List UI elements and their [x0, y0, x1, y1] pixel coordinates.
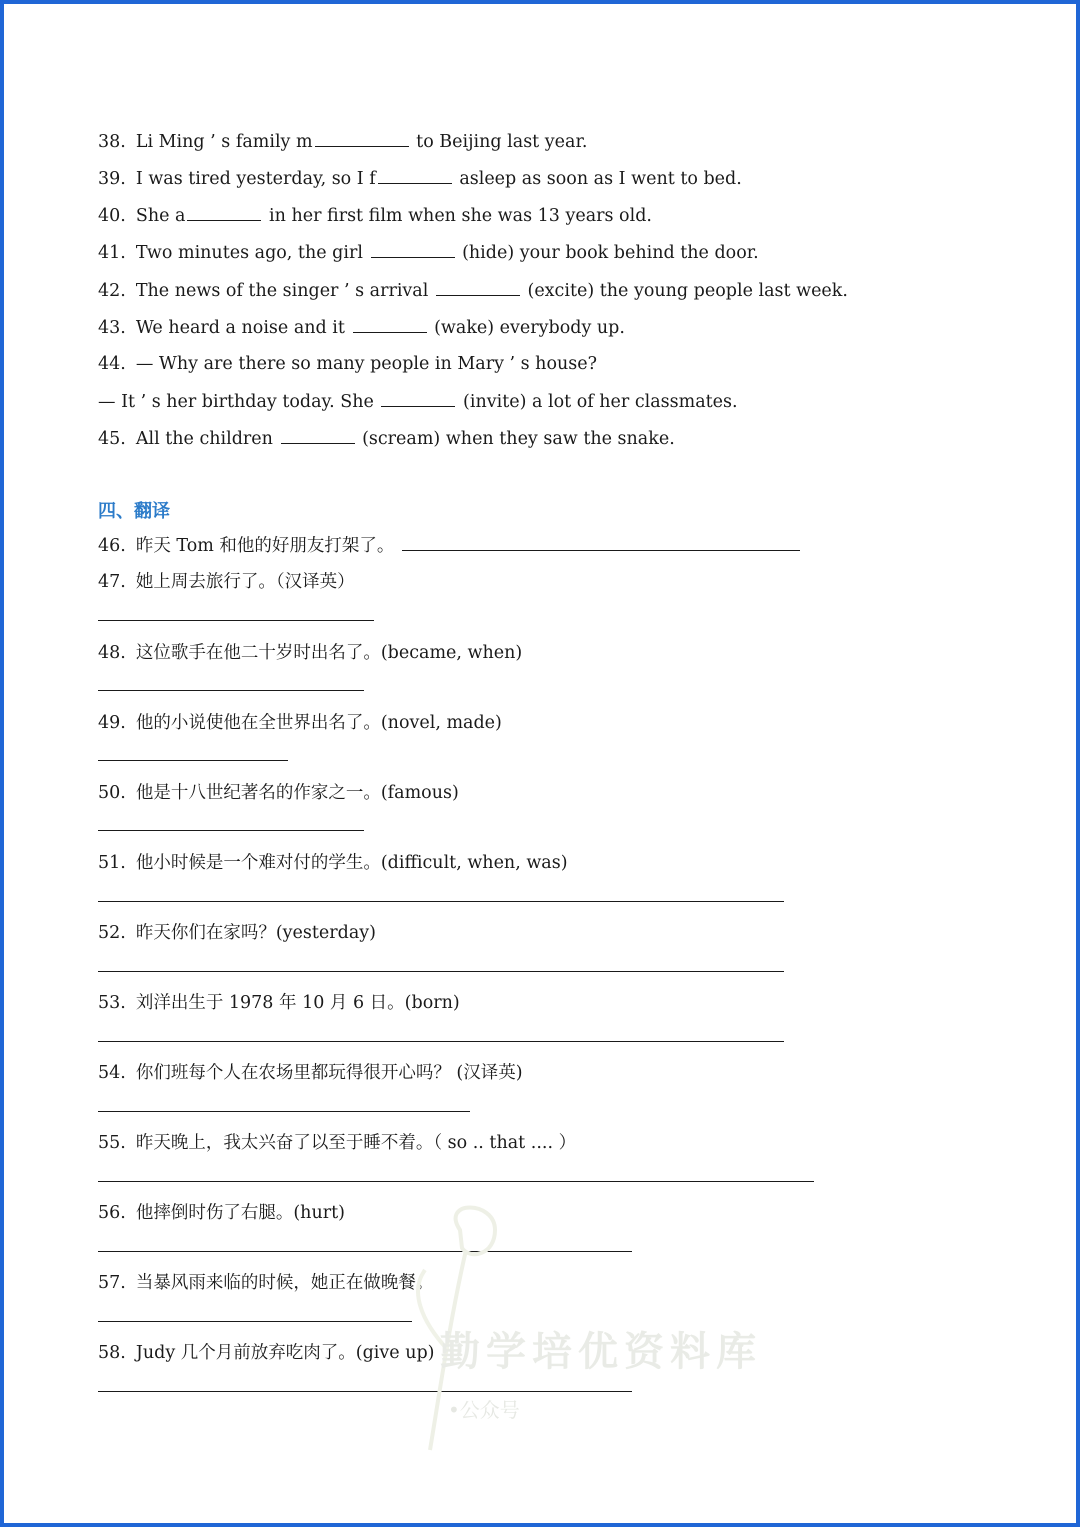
answer-line[interactable] [98, 690, 364, 691]
watermark-subtitle: •公众号 [448, 1398, 520, 1422]
answer-blank[interactable] [371, 241, 455, 258]
question-40: 40. She a in her first film when she was 13 years old. [98, 206, 652, 226]
watermark-title: 勤学培优资料库 [440, 1329, 762, 1375]
section-title: 四、翻译 [98, 501, 170, 522]
answer-line[interactable] [98, 1391, 632, 1392]
question-52: 52. 昨天你们在家吗？(yesterday) [98, 923, 376, 943]
answer-line[interactable] [98, 901, 784, 902]
answer-blank[interactable] [315, 130, 409, 147]
answer-blank[interactable] [281, 427, 355, 444]
question-47: 47. 她上周去旅行了。（汉译英） [98, 572, 355, 592]
answer-line[interactable] [98, 1041, 784, 1042]
question-50: 50. 他是十八世纪著名的作家之一。(famous) [98, 783, 459, 803]
question-44-reply: — It ’ s her birthday today. She (invite) a lot of her classmates. [98, 392, 738, 412]
answer-blank[interactable] [381, 390, 455, 407]
question-49: 49. 他的小说使他在全世界出名了。(novel, made) [98, 713, 502, 733]
question-43: 43. We heard a noise and it (wake) everybody up. [98, 318, 625, 338]
question-58: 58. Judy 几个月前放弃吃肉了。(give up) [98, 1343, 435, 1363]
question-57: 57. 当暴风雨来临的时候，她正在做晚餐。 [98, 1273, 434, 1293]
answer-line[interactable] [98, 971, 784, 972]
answer-line[interactable] [98, 620, 374, 621]
answer-blank[interactable] [402, 534, 800, 551]
question-42: 42. The news of the singer ’ s arrival (excite) the young people last week. [98, 281, 848, 301]
question-51: 51. 他小时候是一个难对付的学生。(difficult, when, was) [98, 853, 568, 873]
answer-line[interactable] [98, 1251, 632, 1252]
answer-line[interactable] [98, 1181, 814, 1182]
question-41: 41. Two minutes ago, the girl (hide) your book behind the door. [98, 243, 759, 263]
answer-blank[interactable] [436, 279, 520, 296]
question-44: 44. — Why are there so many people in Mary ’ s house? [98, 354, 597, 374]
question-39: 39. I was tired yesterday, so I f asleep as soon as I went to bed. [98, 169, 742, 189]
answer-blank[interactable] [187, 204, 261, 221]
question-48: 48. 这位歌手在他二十岁时出名了。(became, when) [98, 643, 523, 663]
answer-blank[interactable] [378, 167, 452, 184]
question-54: 54. 你们班每个人在农场里都玩得很开心吗？ (汉译英) [98, 1063, 523, 1083]
question-55: 55. 昨天晚上，我太兴奋了以至于睡不着。（ so .. that .... ） [98, 1133, 577, 1153]
question-46: 46. 昨天 Tom 和他的好朋友打架了。 [98, 534, 802, 557]
question-45: 45. All the children (scream) when they saw the snake. [98, 429, 675, 449]
answer-blank[interactable] [353, 316, 427, 333]
answer-line[interactable] [98, 1321, 412, 1322]
question-56: 56. 他摔倒时伤了右腿。(hurt) [98, 1203, 345, 1223]
answer-line[interactable] [98, 1111, 470, 1112]
question-53: 53. 刘洋出生于 1978 年 10 月 6 日。(born) [98, 993, 460, 1013]
answer-line[interactable] [98, 830, 364, 831]
question-38: 38. Li Ming ’ s family m to Beijing last year. [98, 132, 588, 152]
answer-line[interactable] [98, 760, 288, 761]
